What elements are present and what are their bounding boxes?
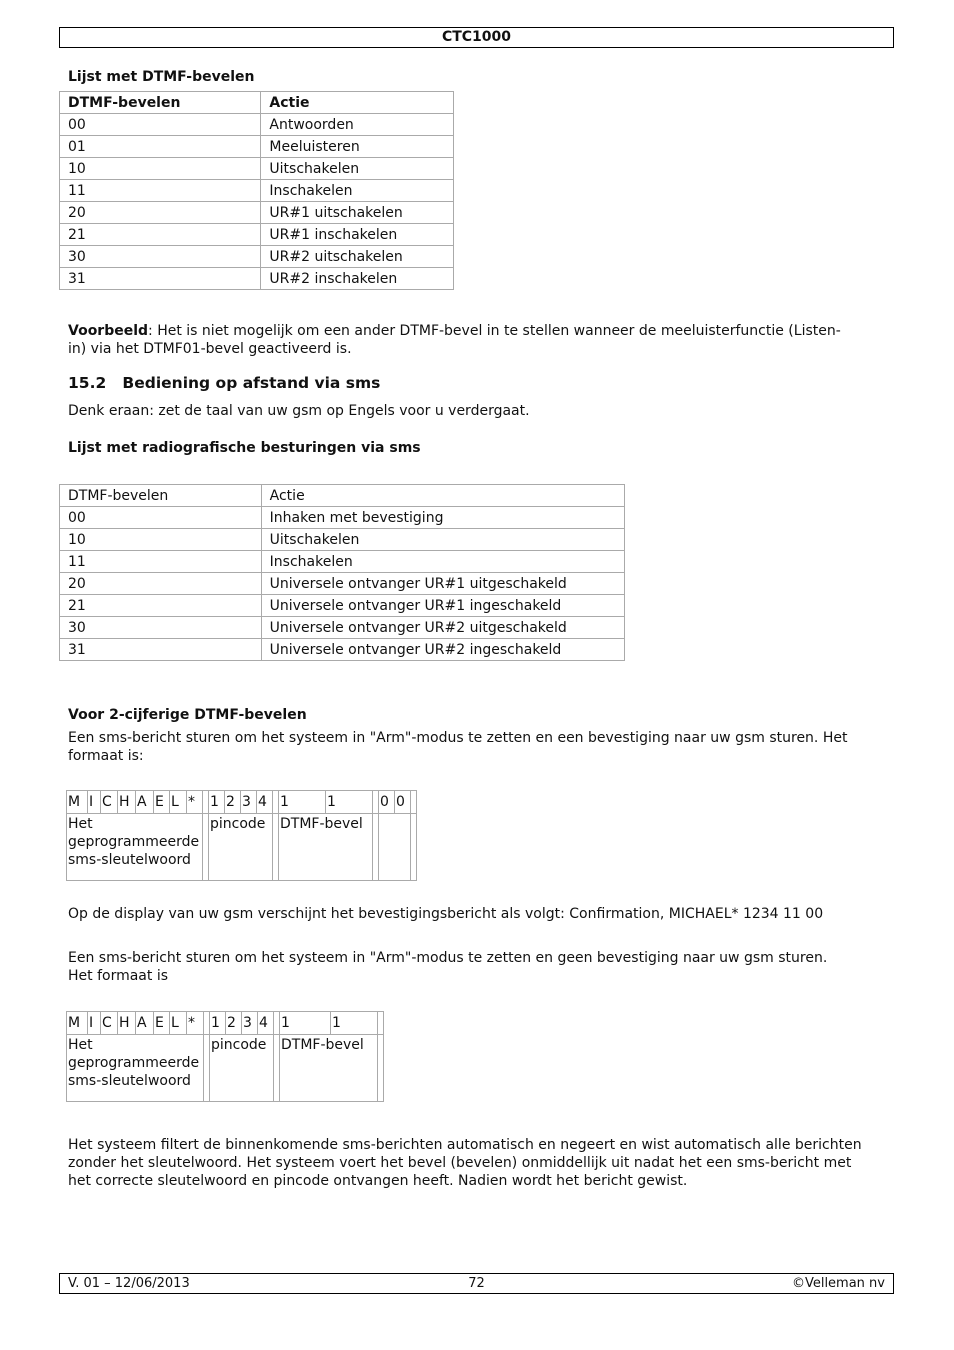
sms-format-table-confirm xyxy=(66,790,417,881)
pincode-description: pincode xyxy=(209,814,273,881)
table-cell: Meeluisteren xyxy=(261,136,454,158)
format-char: I xyxy=(88,791,101,814)
format-char: 4 xyxy=(257,791,273,814)
table-cell: UR#2 uitschakelen xyxy=(261,246,454,268)
table-header-row xyxy=(60,485,625,507)
format-char: M xyxy=(67,1012,88,1035)
table-cell: 00 xyxy=(60,114,261,136)
format-char: E xyxy=(154,791,170,814)
format-char: * xyxy=(187,791,203,814)
table-cell: Uitschakelen xyxy=(261,158,454,180)
table-cell: 31 xyxy=(60,639,262,661)
format-char: 2 xyxy=(225,791,241,814)
column-header: DTMF-bevelen xyxy=(60,92,261,114)
column-header: DTMF-bevelen xyxy=(60,485,262,507)
two-digit-heading: Voor 2-cijferige DTMF-bevelen xyxy=(68,707,307,723)
format-char: 1 xyxy=(326,791,373,814)
format-spacer xyxy=(411,791,417,814)
example-text: : Het is niet mogelijk om een ander DTMF-bevel in te stellen wanneer de meeluisterfunctie (Listen- xyxy=(148,323,841,339)
table-row xyxy=(60,551,625,573)
table-cell: 01 xyxy=(60,136,261,158)
keyword-desc-line: geprogrammeerde xyxy=(68,834,200,850)
format-char: 2 xyxy=(226,1012,242,1035)
format-char: C xyxy=(101,1012,118,1035)
table-cell: 31 xyxy=(60,268,261,290)
table-cell: 20 xyxy=(60,573,262,595)
format-empty-cell xyxy=(379,814,411,881)
section-heading-15-2: 15.2 Bediening op afstand via sms xyxy=(68,374,381,392)
table-row xyxy=(60,595,625,617)
format-char: 3 xyxy=(242,1012,258,1035)
page-footer xyxy=(59,1273,894,1294)
format-spacer xyxy=(411,814,417,881)
format-char: 0 xyxy=(379,791,395,814)
closing-paragraph-cont: het correcte sleutelwoord en pincode ontvangen heeft. Nadien wordt het bericht gewist. xyxy=(68,1173,688,1189)
table-cell: UR#2 inschakelen xyxy=(261,268,454,290)
keyword-desc-line: sms-sleutelwoord xyxy=(68,852,191,868)
document-title: CTC1000 xyxy=(441,29,512,45)
keyword-desc-line: Het xyxy=(68,1037,93,1053)
format-char: M xyxy=(67,791,88,814)
keyword-desc-line: geprogrammeerde xyxy=(68,1055,200,1071)
format-char: C xyxy=(101,791,118,814)
format-char: I xyxy=(88,1012,101,1035)
page-header xyxy=(59,27,894,48)
arm-with-confirm-text: Een sms-bericht sturen om het systeem in "Arm"-modus te zetten en een bevestiging naar uw gsm sturen. Het xyxy=(68,730,848,746)
example-paragraph xyxy=(68,322,841,340)
table-cell: Inschakelen xyxy=(261,180,454,202)
format-char: 4 xyxy=(258,1012,274,1035)
format-char: A xyxy=(136,791,154,814)
format-char: 3 xyxy=(241,791,257,814)
closing-paragraph: Het systeem filtert de binnenkomende sms-berichten automatisch en negeert en wist automatisch alle berichten xyxy=(68,1137,862,1153)
table-cell: 10 xyxy=(60,529,262,551)
table-row xyxy=(60,158,454,180)
arm-with-confirm-text-cont: formaat is: xyxy=(68,748,144,764)
table-cell: 11 xyxy=(60,180,261,202)
keyword-desc-line: Het xyxy=(68,816,93,832)
format-char: H xyxy=(118,791,136,814)
table-cell: 30 xyxy=(60,246,261,268)
format-char: * xyxy=(187,1012,204,1035)
table-cell: 11 xyxy=(60,551,262,573)
confirmation-text: Op de display van uw gsm verschijnt het bevestigingsbericht als volgt: Confirmation, MICHAEL* 1234 11 00 xyxy=(68,906,824,922)
keyword-description xyxy=(67,1035,204,1102)
table-cell: 30 xyxy=(60,617,262,639)
table-cell: 21 xyxy=(60,224,261,246)
closing-paragraph-cont: zonder het sleutelwoord. Het systeem voert het bevel (bevelen) onmiddellijk uit nadat het een sms-bericht met xyxy=(68,1155,852,1171)
table-cell: Universele ontvanger UR#1 uitgeschakeld xyxy=(261,573,624,595)
table-row xyxy=(60,202,454,224)
table-cell: Antwoorden xyxy=(261,114,454,136)
table-cell: Universele ontvanger UR#2 uitgeschakeld xyxy=(261,617,624,639)
table-cell: Uitschakelen xyxy=(261,529,624,551)
table-cell: 00 xyxy=(60,507,262,529)
table-row xyxy=(60,114,454,136)
pincode-description: pincode xyxy=(210,1035,274,1102)
table-cell: 20 xyxy=(60,202,261,224)
table-cell: Inhaken met bevestiging xyxy=(261,507,624,529)
format-char: H xyxy=(118,1012,136,1035)
table-row xyxy=(60,268,454,290)
keyword-desc-line: sms-sleutelwoord xyxy=(68,1073,191,1089)
table-row xyxy=(60,246,454,268)
table-cell: Universele ontvanger UR#2 ingeschakeld xyxy=(261,639,624,661)
format-char-row xyxy=(67,791,417,814)
table-row xyxy=(60,136,454,158)
format-char: 0 xyxy=(395,791,411,814)
arm-no-confirm-text-cont: Het formaat is xyxy=(68,968,169,984)
format-char: 1 xyxy=(210,1012,226,1035)
format-spacer xyxy=(378,1012,384,1035)
language-note: Denk eraan: zet de taal van uw gsm op Engels voor u verdergaat. xyxy=(68,403,530,419)
sms-controls-heading: Lijst met radiografische besturingen via sms xyxy=(68,440,421,456)
table-row xyxy=(60,224,454,246)
table-cell: UR#1 inschakelen xyxy=(261,224,454,246)
format-char: 1 xyxy=(209,791,225,814)
dtmf-commands-table xyxy=(59,91,454,290)
dtmf-list-heading: Lijst met DTMF-bevelen xyxy=(68,69,255,85)
format-char: L xyxy=(170,791,187,814)
format-char: 1 xyxy=(280,1012,331,1035)
table-row xyxy=(60,617,625,639)
format-char: 1 xyxy=(331,1012,378,1035)
column-header: Actie xyxy=(261,92,454,114)
example-paragraph-cont: in) via het DTMF01-bevel geactiveerd is. xyxy=(68,341,352,357)
format-spacer xyxy=(378,1035,384,1102)
table-cell: 10 xyxy=(60,158,261,180)
table-cell: Universele ontvanger UR#1 ingeschakeld xyxy=(261,595,624,617)
table-row xyxy=(60,507,625,529)
footer-company: ©Velleman nv xyxy=(791,1276,885,1291)
sms-controls-table xyxy=(59,484,625,661)
keyword-description xyxy=(67,814,203,881)
format-char: A xyxy=(136,1012,154,1035)
footer-version: V. 01 – 12/06/2013 xyxy=(68,1276,190,1291)
format-char: L xyxy=(170,1012,187,1035)
table-row xyxy=(60,529,625,551)
table-header-row xyxy=(60,92,454,114)
table-row xyxy=(60,573,625,595)
format-char: E xyxy=(154,1012,170,1035)
table-cell: UR#1 uitschakelen xyxy=(261,202,454,224)
table-row xyxy=(60,180,454,202)
format-desc-row xyxy=(67,814,417,881)
table-cell: 21 xyxy=(60,595,262,617)
example-label: Voorbeeld xyxy=(68,323,149,339)
dtmf-description: DTMF-bevel xyxy=(279,814,373,881)
arm-no-confirm-text: Een sms-bericht sturen om het systeem in "Arm"-modus te zetten en geen bevestiging naar uw gsm sturen. xyxy=(68,950,828,966)
footer-page-number: 72 xyxy=(468,1276,485,1291)
format-desc-row xyxy=(67,1035,384,1102)
table-row xyxy=(60,639,625,661)
sms-format-table-no-confirm xyxy=(66,1011,384,1102)
format-char-row xyxy=(67,1012,384,1035)
table-cell: Inschakelen xyxy=(261,551,624,573)
dtmf-description: DTMF-bevel xyxy=(280,1035,378,1102)
column-header: Actie xyxy=(261,485,624,507)
format-char: 1 xyxy=(279,791,326,814)
